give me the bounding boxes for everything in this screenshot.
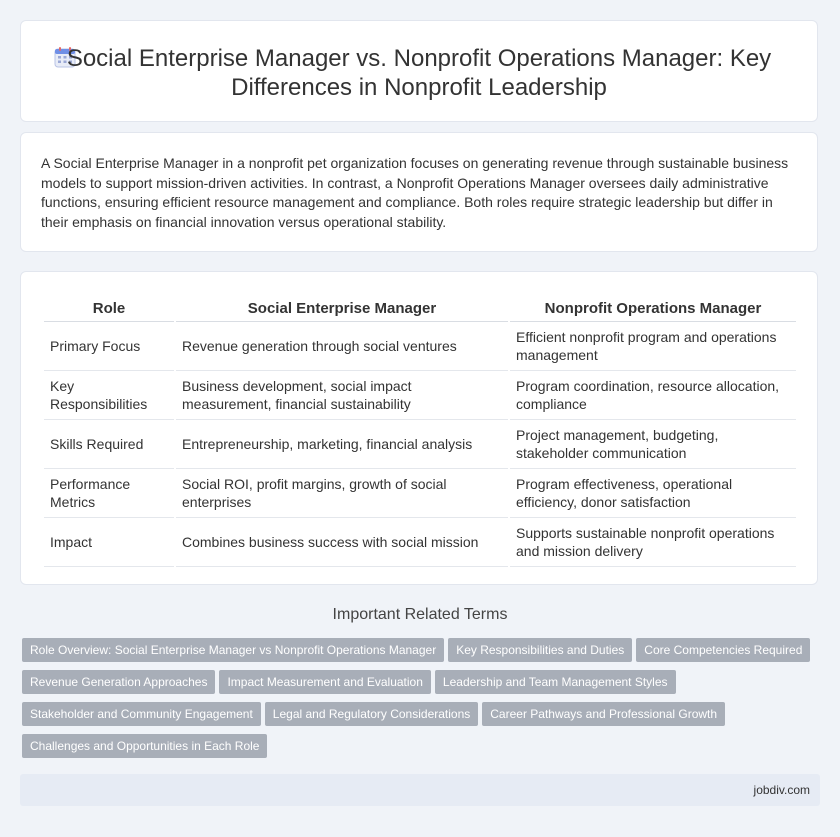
table-cell: Business development, social impact measurement, financial sustainability: [176, 371, 508, 420]
related-term-tag[interactable]: Challenges and Opportunities in Each Role: [22, 734, 267, 758]
intro-card: [20, 132, 818, 252]
table-row: [44, 420, 796, 469]
related-terms-title: Important Related Terms: [332, 606, 508, 623]
related-term-tag[interactable]: Leadership and Team Management Styles: [435, 670, 676, 694]
related-term-tag[interactable]: Legal and Regulatory Considerations: [265, 702, 478, 726]
table-row: [44, 371, 796, 420]
related-term-tag[interactable]: Role Overview: Social Enterprise Manager vs Nonprofit Operations Manager: [22, 638, 444, 662]
table-cell: Supports sustainable nonprofit operations and mission delivery: [510, 518, 796, 567]
header-social-enterprise-manager: Social Enterprise Manager: [176, 294, 508, 322]
related-term-tag[interactable]: Stakeholder and Community Engagement: [22, 702, 261, 726]
related-term-tag[interactable]: Core Competencies Required: [636, 638, 810, 662]
table-cell: Program effectiveness, operational efficiency, donor satisfaction: [510, 469, 796, 518]
comparison-card: [20, 271, 818, 585]
footer: [20, 774, 820, 806]
related-term-tag[interactable]: Revenue Generation Approaches: [22, 670, 215, 694]
related-term-tag[interactable]: Key Responsibilities and Duties: [448, 638, 632, 662]
comparison-table: [42, 294, 798, 567]
table-cell: Project management, budgeting, stakeholder communication: [510, 420, 796, 469]
page-title: Social Enterprise Manager vs. Nonprofit Operations Manager: Key Differences in Nonprofit Leadership: [66, 45, 772, 101]
table-row: [44, 322, 796, 371]
header-card: [20, 20, 818, 122]
related-terms-list: [22, 638, 822, 766]
table-header-row: [44, 294, 796, 322]
row-label: Impact: [44, 518, 174, 567]
footer-site-link[interactable]: jobdiv.com: [753, 783, 810, 797]
related-term-tag[interactable]: Career Pathways and Professional Growth: [482, 702, 725, 726]
table-row: [44, 518, 796, 567]
header-nonprofit-operations-manager: Nonprofit Operations Manager: [510, 294, 796, 322]
related-term-tag[interactable]: Impact Measurement and Evaluation: [219, 670, 430, 694]
header-role: Role: [44, 294, 174, 322]
table-cell: Entrepreneurship, marketing, financial analysis: [176, 420, 508, 469]
row-label: Performance Metrics: [44, 469, 174, 518]
row-label: Primary Focus: [44, 322, 174, 371]
table-cell: Combines business success with social mission: [176, 518, 508, 567]
table-cell: Program coordination, resource allocation, compliance: [510, 371, 796, 420]
row-label: Key Responsibilities: [44, 371, 174, 420]
table-cell: Social ROI, profit margins, growth of social enterprises: [176, 469, 508, 518]
table-row: [44, 469, 796, 518]
table-cell: Revenue generation through social ventures: [176, 322, 508, 371]
table-cell: Efficient nonprofit program and operations management: [510, 322, 796, 371]
intro-paragraph: A Social Enterprise Manager in a nonprofit pet organization focuses on generating revenue through sustainable business models to support mission-driven activities. In contrast, a Nonprofit Operations Manager oversees daily administrative functions, ensuring efficient resource management and compliance. Both roles require strategic leadership but differ in their emphasis on financial innovation versus operational stability.: [41, 155, 789, 230]
row-label: Skills Required: [44, 420, 174, 469]
